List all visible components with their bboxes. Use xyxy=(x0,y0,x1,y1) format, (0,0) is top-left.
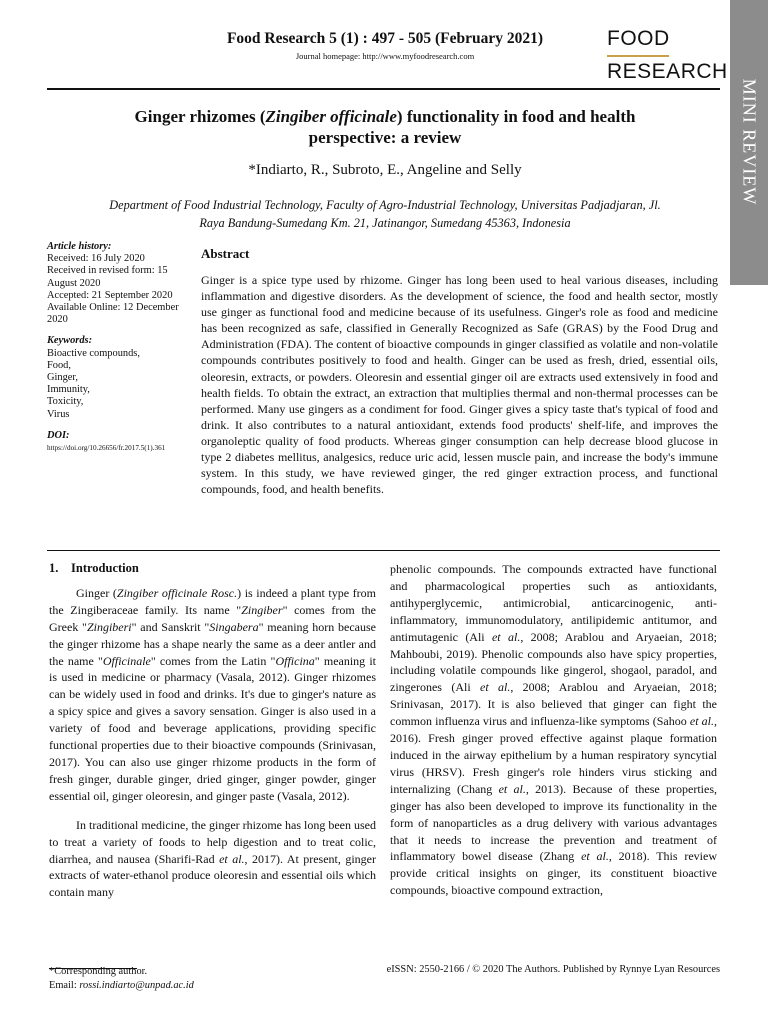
keywords-heading: Keywords: xyxy=(47,335,93,347)
email-label: Email: xyxy=(49,979,80,991)
article-info xyxy=(47,241,192,463)
keywords-block xyxy=(47,335,192,420)
email-line xyxy=(49,979,194,993)
text-run: " meaning it is used in medicine or pharmacy (Vasala, 2012). Ginger rhizomes can be widely used in food and drinks. It's due to ginger's nature as a spicy spice and gives a savory sensation. Ginger is also used in a variety of food and beverage applications, providing specific functional properties due to their bioactive compounds (Srinivasan, 2017). You can also use ginger rhizome products in the form of fresh ginger, durable ginger, dried ginger, ginger powder, ginger essential oil, ginger oleoresin, and ginger paste (Vasala, 2012). xyxy=(49,653,377,803)
text-run-italic: et al. xyxy=(219,851,245,866)
text-run-italic: Officina xyxy=(275,653,315,668)
corresponding-footnote xyxy=(49,965,194,992)
text-run-italic: Zingiber xyxy=(241,602,283,617)
text-run-italic: Officinale xyxy=(102,653,151,668)
author-affiliation: Department of Food Industrial Technology, Faculty of Agro-Industrial Technology, Universitas Padjadjaran, Jl. Raya Bandung-Sumedang Km. 21, Jatinangor, Sumedang 45363, Indonesia xyxy=(109,198,661,230)
text-run-italic: Zingiber officinale Rosc. xyxy=(116,585,238,600)
intro-paragraph-1 xyxy=(49,585,376,805)
journal-logo xyxy=(607,27,728,84)
text-run-italic: et al. xyxy=(498,781,526,796)
section-heading-introduction xyxy=(49,560,376,577)
text-run: " comes from the Latin " xyxy=(150,653,276,668)
text-run: In traditional medicine, the ginger rhizome has long been used to treat a variety of foods to help digestion and to treat colic, diarrhea, and nausea (Sharifi-Rad xyxy=(49,817,376,866)
keyword: Virus xyxy=(47,408,70,420)
eissn-copyright: eISSN: 2550-2166 / © 2020 The Authors. Published by Rynnye Lyan Resources xyxy=(386,964,720,975)
mini-review-tab xyxy=(730,0,768,285)
text-run-italic: Zingiberi xyxy=(86,619,132,634)
intro-paragraph-continued xyxy=(390,561,717,899)
text-run: " comes from the Greek " xyxy=(49,602,377,634)
section-title: Introduction xyxy=(71,561,139,575)
logo-accent-rule xyxy=(607,55,669,57)
text-run-italic: et al. xyxy=(581,849,609,864)
keyword: Bioactive compounds, xyxy=(47,347,140,359)
section-number: 1. xyxy=(49,561,59,575)
keyword: Ginger, xyxy=(47,372,79,384)
title-part: Ginger rhizomes ( xyxy=(134,107,266,126)
keyword: Toxicity, xyxy=(47,396,84,408)
text-run-italic: et al. xyxy=(689,714,715,729)
abstract-heading: Abstract xyxy=(201,246,250,261)
text-run: , 2008; Arablou and Aryaeian, 2018; Srinivasan, 2017). It is also believed that ginger can fight the common influenza virus and influenza-like symptoms (Sahoo xyxy=(390,680,718,729)
doi-link[interactable]: https://doi.org/10.26656/fr.2017.5(1).361 xyxy=(47,444,166,453)
text-run: , 2016). Fresh ginger proved effective against plaque formation induced in the airway epithelium by a human respiratory syncytial virus (HRSV). Fresh ginger's role hinders virus sticking and internalizing (Chang xyxy=(390,714,718,796)
available-date: Available Online: 12 December 2020 xyxy=(47,302,179,326)
title-part: ) functionality in food and health perspective: a review xyxy=(308,107,636,147)
mini-review-label: MINI REVIEW xyxy=(739,78,760,206)
text-run: , 2017). At present, ginger extracts of water-ethanol produce oleoresin and essential oils which contain many xyxy=(49,851,376,900)
keyword: Food, xyxy=(47,359,71,371)
accepted-date: Accepted: 21 September 2020 xyxy=(47,289,173,301)
text-run: " meaning horn because the ginger rhizome has a shape nearly the same as a deer antler and the name " xyxy=(49,619,376,668)
text-run: phenolic compounds. The compounds extracted have functional and pharmacological properties such as antioxidants, antihyperglycemic, antimicrobial, anticarcinogenic, anti-inflammatory, immunomodulatory, antilipidemic antitumor, and antimutagenic (Ali xyxy=(390,562,717,644)
journal-homepage[interactable]: Journal homepage: http://www.myfoodresearch.com xyxy=(295,51,475,61)
history-heading: Article history: xyxy=(47,241,112,252)
author-list: *Indiarto, R., Subroto, E., Angeline and Selly xyxy=(248,162,522,178)
text-run-italic: et al. xyxy=(480,680,511,695)
logo-line-research: RESEARCH xyxy=(607,60,728,83)
paper-title xyxy=(100,106,670,148)
doi-block xyxy=(47,430,192,454)
header-divider xyxy=(47,88,720,90)
abstract-text: Ginger is a spice type used by rhizome. Ginger has long been used to heal various diseases, including inflammation and digestive disorders. As the development of science, the food and health sector, mostly use ginger as functional food and medicine because of its usefulness. Ginger's role as food and medicine has been recognized as safe, classified in Generally Recognized as Safe (GRAS) by the Food Drug and Administration (FDA). The content of bioactive compounds in ginger classified as volatile and non-volatile compounds contributes positively to food and health. Ginger can be used as fresh, dried, essential oils, oleoresin, extracts, or powders. Oleoresin and essential ginger oil are extracts used extensively in food and health fields. To obtain the extract, an extraction that multiplies thermal and non-thermal processes can be performed. Many use gingers as a condiment for food. Ginger gives a spicy taste that's typical of food and drink. It also contributes to a natural antioxidant, extends food products' shelf-life, and improves the organoleptic quality of food products. Whereas ginger consumption can help decrease blood glucose in type 2 diabetes mellitus, analgesics, reduce uric acid, lessen muscle pain, and increase the body's immune system. In this study, we have reviewed ginger, the red ginger extraction process, and functional compounds, food, and health benefits. xyxy=(201,273,718,497)
text-run: , 2018). This review provide critical insights on ginger, its constituent bioactive compounds, bioactive compound extraction, xyxy=(390,849,717,898)
body-column-right xyxy=(390,561,717,899)
intro-paragraph-2 xyxy=(49,817,376,902)
received-date: Received: 16 July 2020 xyxy=(47,253,145,265)
abstract-divider xyxy=(47,550,720,551)
journal-citation: Food Research 5 (1) : 497 - 505 (February 2021) xyxy=(226,30,544,47)
text-run: ) is indeed a plant type from the Zingiberaceae family. Its name " xyxy=(49,585,376,617)
title-species: Zingiber officinale xyxy=(265,107,397,126)
text-run: , 2008; Arablou and Aryaeian, 2018; Mahboubi, 2019). Phenolic compounds also have spicy properties, including volatile compounds like gingerol, shogaol, paradol, and zingerones (Ali xyxy=(390,629,717,695)
text-run-italic: Singabera xyxy=(209,619,259,634)
text-run: , 2013). Because of these properties, ginger has also been developed to improve its functionality in the form of nanoparticles as a drug delivery with various advantages that it needs to increase the prevention and treatment of inflammatory bowel disease (Zhang xyxy=(390,781,717,864)
revised-date: Received in revised form: 15 August 2020 xyxy=(47,265,168,289)
keyword: Immunity, xyxy=(47,384,90,396)
article-history xyxy=(47,241,192,326)
body-column-left xyxy=(49,560,376,901)
email-address[interactable]: rossi.indiarto@unpad.ac.id xyxy=(79,979,194,991)
text-run-italic: et al. xyxy=(491,629,521,644)
text-run: " and Sanskrit " xyxy=(131,619,210,634)
text-run: Ginger ( xyxy=(76,585,117,600)
corresponding-label: *Corresponding author. xyxy=(49,966,148,977)
logo-line-food: FOOD xyxy=(607,27,670,50)
doi-heading: DOI: xyxy=(47,429,70,441)
